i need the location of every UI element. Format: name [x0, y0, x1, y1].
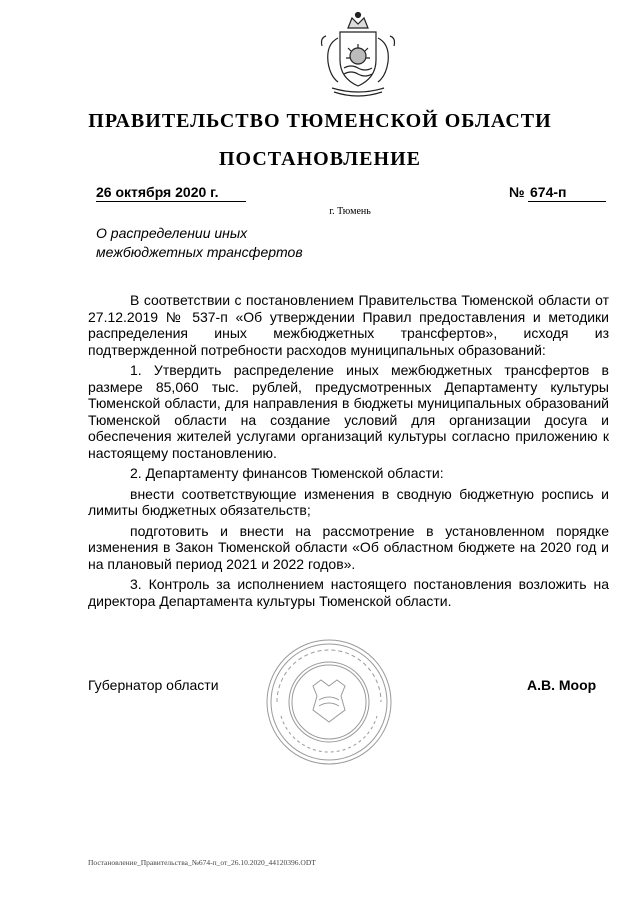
signatory-position: Губернатор области [88, 677, 219, 693]
government-title: ПРАВИТЕЛЬСТВО ТЮМЕНСКОЙ ОБЛАСТИ [88, 110, 552, 132]
body-paragraph: В соответствии с постановлением Правительства Тюменской области от 27.12.2019 № 537-п «Об утверждении Правил предоставления и методики распределения иных межбюджетных трансфертов», исходя из подтвержденной потребности расходов муниципальных образований: [88, 292, 609, 358]
body-paragraph: внести соответствующие изменения в сводную бюджетную роспись и лимиты бюджетных обязательств; [88, 485, 609, 518]
document-subject [96, 224, 336, 262]
subject-line-1: О распределении иных [96, 225, 248, 241]
document-date: 26 октября 2020 г. [96, 184, 246, 202]
body-paragraph: 3. Контроль за исполнением настоящего постановления возложить на директора Департамента культуры Тюменской области. [88, 576, 609, 609]
body-paragraph: 2. Департаменту финансов Тюменской области: [130, 465, 444, 481]
document-type: ПОСТАНОВЛЕНИЕ [219, 148, 421, 170]
coat-of-arms-icon [304, 8, 412, 100]
document-number: 674-п [528, 184, 606, 202]
subject-line-2: межбюджетных трансфертов [96, 244, 303, 260]
body-paragraph: подготовить и внести на рассмотрение в установленном порядке изменения в Закон Тюменской области «Об областном бюджете на 2020 год и на плановый период 2021 и 2022 годов». [88, 522, 609, 572]
body-paragraph: 1. Утвердить распределение иных межбюджетных трансфертов в размере 85,060 тыс. рублей, предусмотренных Департаменту культуры Тюменской области, для направления в бюджеты муниципальных образований Тюменской области на создание условий для организации досуга и обеспечения жителей услугами организаций культуры согласно приложению к настоящему постановлению. [88, 362, 609, 461]
number-sign: № [509, 184, 525, 200]
signatory-name: А.В. Моор [527, 677, 597, 693]
official-seal-icon [263, 636, 395, 768]
file-footer: Постановление_Правительства_№674-п_от_26.10.2020_44120396.ODT [88, 858, 316, 867]
document-body [88, 292, 609, 613]
document-city: г. Тюмень [329, 206, 371, 217]
